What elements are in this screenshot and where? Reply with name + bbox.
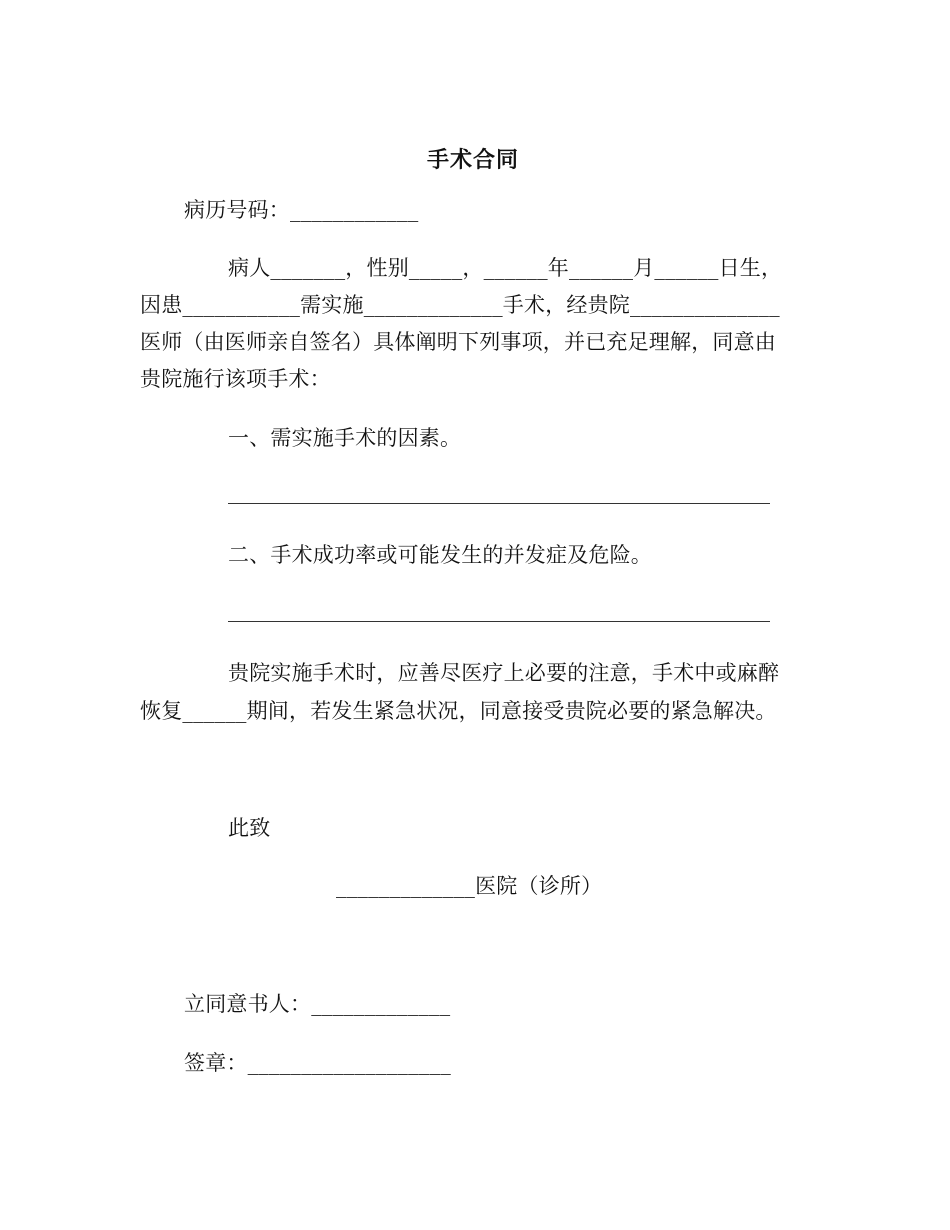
item-2-fill-line: [228, 621, 770, 622]
intro-line-3: 医师（由医师亲自签名）具体阐明下列事项，并已充足理解，同意由: [140, 330, 776, 354]
consent-signer-line: 立同意书人：_____________: [184, 992, 451, 1016]
hospital-line: _____________医院（诊所）: [336, 874, 603, 898]
item-2-heading: 二、手术成功率或可能发生的并发症及危险。: [228, 543, 652, 567]
closing-line-2: 恢复______期间，若发生紧急状况，同意接受贵院必要的紧急解决。: [140, 699, 777, 723]
item-1-fill-line: [228, 503, 770, 504]
record-number-line: 病历号码：____________: [184, 198, 419, 222]
intro-line-2: 因患___________需实施_____________手术，经贵院______________: [140, 293, 780, 317]
salutation: 此致: [228, 816, 271, 840]
intro-line-1: 病人_______，性别_____，______年______月______日生，: [228, 256, 783, 280]
intro-line-4: 贵院施行该项手术：: [140, 367, 331, 391]
item-1-heading: 一、需实施手术的因素。: [228, 426, 462, 450]
document-title: 手术合同: [427, 147, 520, 173]
closing-line-1: 贵院实施手术时，应善尽医疗上必要的注意，手术中或麻醉: [228, 661, 780, 685]
seal-line: 签章：___________________: [184, 1051, 451, 1075]
